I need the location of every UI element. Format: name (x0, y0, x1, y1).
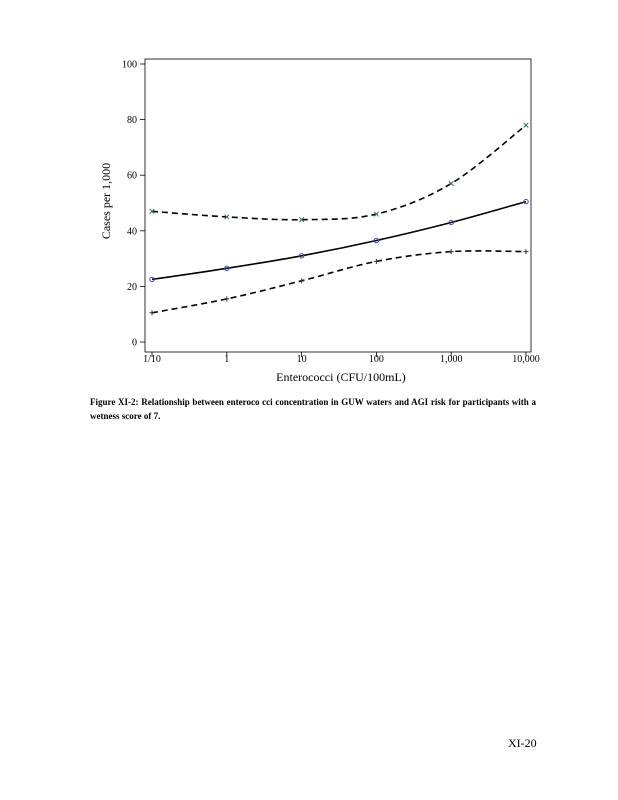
x-axis (143, 352, 540, 365)
x-tick-label: 100 (368, 354, 384, 365)
x-tick-label: 1/10 (143, 354, 161, 365)
y-tick-label: 20 (127, 281, 137, 293)
y-axis (122, 60, 145, 349)
y-tick-label: 0 (132, 337, 137, 349)
x-tick-label: 10,000 (512, 354, 540, 365)
y-tick-label: 100 (122, 59, 137, 71)
y-tick-label: 60 (127, 170, 137, 182)
figure-caption: Figure XI-2: Relationship between enteroco cci concentration in GUW waters and AGI risk for participants with a wetness score of 7. (90, 397, 536, 421)
x-axis-title: Enterococci (CFU/100mL) (276, 370, 406, 384)
data-point-lower (449, 249, 454, 254)
data-point-lower (150, 310, 155, 315)
series-line-lower (152, 251, 526, 313)
page-number: XI-20 (508, 736, 537, 750)
series-line-estimate (152, 202, 526, 280)
x-tick-label: 1,000 (439, 354, 463, 365)
x-tick-label: 1 (224, 354, 230, 365)
data-point-lower (374, 259, 379, 264)
series-line-upper (152, 125, 526, 220)
y-tick-label: 40 (127, 226, 137, 238)
data-point-upper (524, 123, 529, 128)
plot-frame (145, 59, 531, 352)
series-layer (150, 123, 529, 315)
x-tick-label: 10 (296, 354, 307, 365)
data-point-lower (224, 296, 229, 301)
data-point-lower (524, 249, 529, 254)
y-tick-label: 80 (127, 115, 137, 127)
y-axis-title: Cases per 1,000 (99, 162, 113, 240)
data-point-lower (299, 278, 304, 283)
